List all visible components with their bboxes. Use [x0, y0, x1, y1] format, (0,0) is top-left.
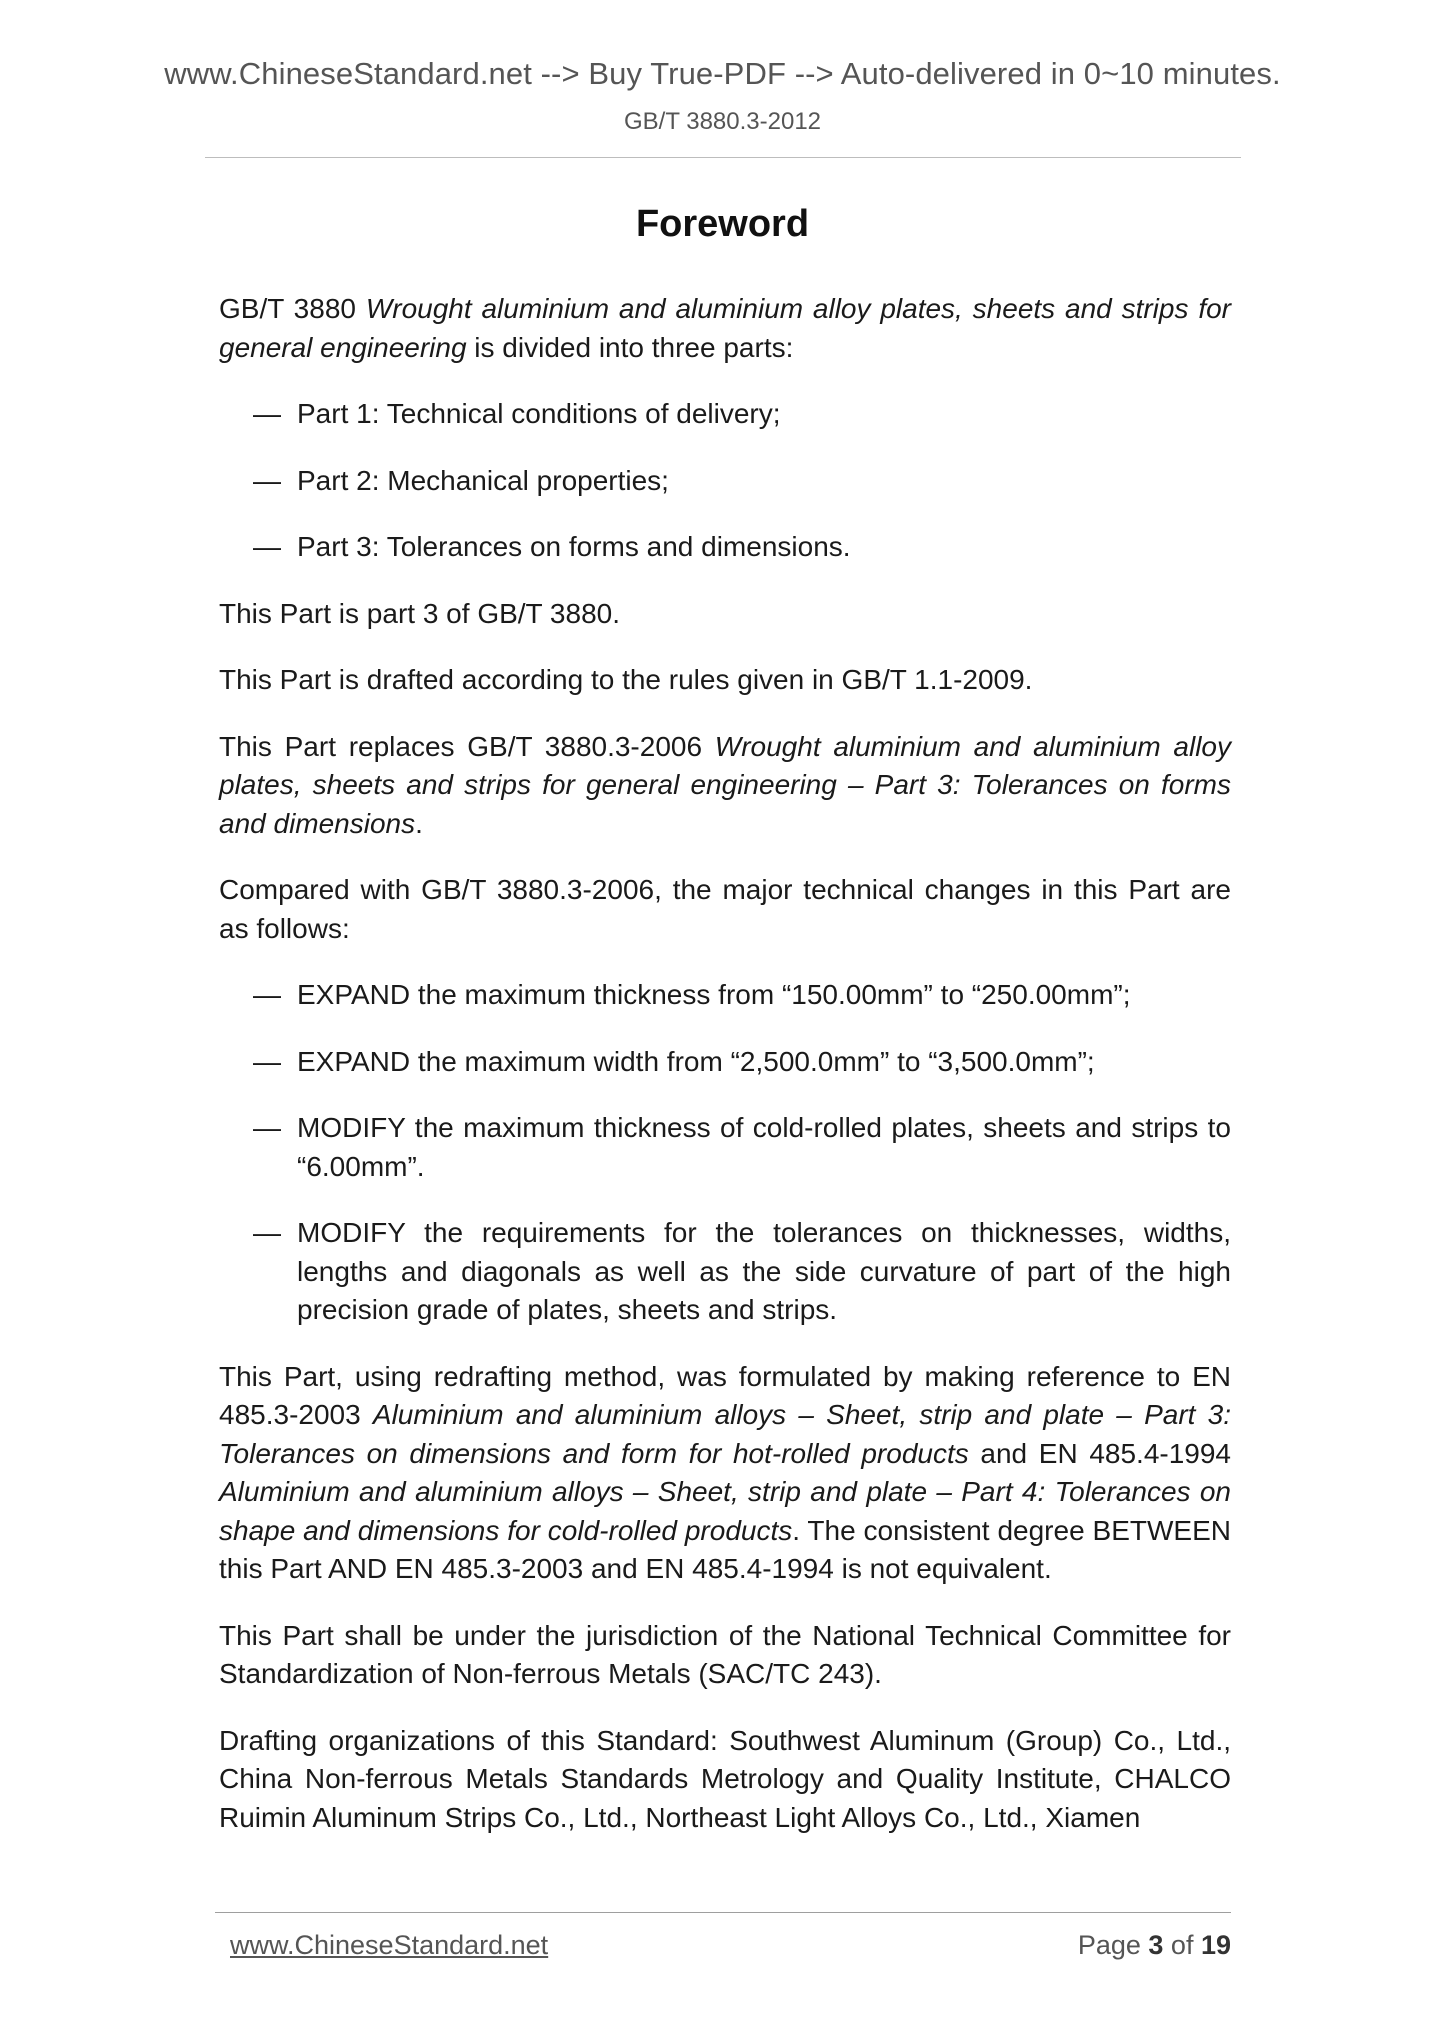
drafting-orgs-paragraph: Drafting organizations of this Standard: Southwest Aluminum (Group) Co., Ltd., China Non-ferrous Metals Standards Metrology and Quality Institute, CHALCO Ruimin Aluminum Strips Co., Ltd., Northeast Light Alloys Co., Ltd., Xiamen	[219, 1724, 1231, 1833]
header-banner: www.ChineseStandard.net --> Buy True-PDF --> Auto-delivered in 0~10 minutes.	[164, 56, 1281, 91]
dash-bullet: —	[253, 1112, 281, 1143]
drafted-paragraph: This Part is drafted according to the rules given in GB/T 1.1-2009.	[219, 664, 1033, 695]
page-title: Foreword	[635, 203, 810, 245]
dash-bullet: —	[253, 979, 281, 1010]
dash-bullet: —	[253, 1217, 281, 1248]
page-number: Page 3 of 19	[1077, 1930, 1231, 1960]
header-divider	[205, 157, 1241, 158]
foreword-body	[219, 290, 1231, 1865]
changes-list-item: — EXPAND the maximum width from “2,500.0mm” to “3,500.0mm”;	[219, 1043, 1231, 1082]
parts-list-item: — Part 2: Mechanical properties;	[219, 462, 1231, 501]
dash-bullet: —	[253, 464, 281, 496]
parts-list-item: — Part 1: Technical conditions of delivery;	[219, 395, 1231, 434]
dash-bullet: —	[253, 398, 281, 429]
changes-list-item: — MODIFY the maximum thickness of cold-rolled plates, sheets and strips to “6.00mm”.	[219, 1109, 1231, 1186]
footer-site-link[interactable]: www.ChineseStandard.net	[230, 1930, 549, 1960]
compared-paragraph: Compared with GB/T 3880.3-2006, the major technical changes in this Part are as follows:	[219, 874, 1231, 944]
replaces-paragraph: This Part replaces GB/T 3880.3-2006 Wrought aluminium and aluminium alloy plates, sheets and strips for general engineering – Part 3: Tolerances on forms and dimensions.	[219, 730, 1231, 839]
footer-divider	[215, 1912, 1231, 1913]
redraft-paragraph: This Part, using redrafting method, was formulated by making reference to EN 485.3-2003 Aluminium and aluminium alloys – Sheet, strip and plate – Part 3: Tolerances on dimensions and form for hot-rolled products and EN 485.4-1994 Aluminium and aluminium alloys – Sheet, strip and plate – Part 4: Tolerances on shape and dimensions for cold-rolled products. The consistent degree BETWEEN this Part AND EN 485.3-2003 and EN 485.4-1994 is not equivalent.	[219, 1360, 1231, 1584]
part3-paragraph: This Part is part 3 of GB/T 3880.	[219, 597, 620, 629]
changes-list-item: — MODIFY the requirements for the tolerances on thicknesses, widths, lengths and diagonals as well as the side curvature of part of the high precision grade of plates, sheets and strips.	[219, 1214, 1231, 1330]
parts-list-item: — Part 3: Tolerances on forms and dimensions.	[219, 528, 1231, 567]
changes-list-item: — EXPAND the maximum thickness from “150.00mm” to “250.00mm”;	[219, 976, 1231, 1015]
intro-paragraph: GB/T 3880 Wrought aluminium and aluminium alloy plates, sheets and strips for general engineering is divided into three parts:	[219, 293, 1231, 363]
header-doc-id: GB/T 3880.3-2012	[623, 108, 822, 135]
jurisdiction-paragraph: This Part shall be under the jurisdiction of the National Technical Committee for Standardization of Non-ferrous Metals (SAC/TC 243).	[219, 1619, 1231, 1689]
dash-bullet: —	[253, 531, 281, 562]
dash-bullet: —	[253, 1045, 281, 1077]
